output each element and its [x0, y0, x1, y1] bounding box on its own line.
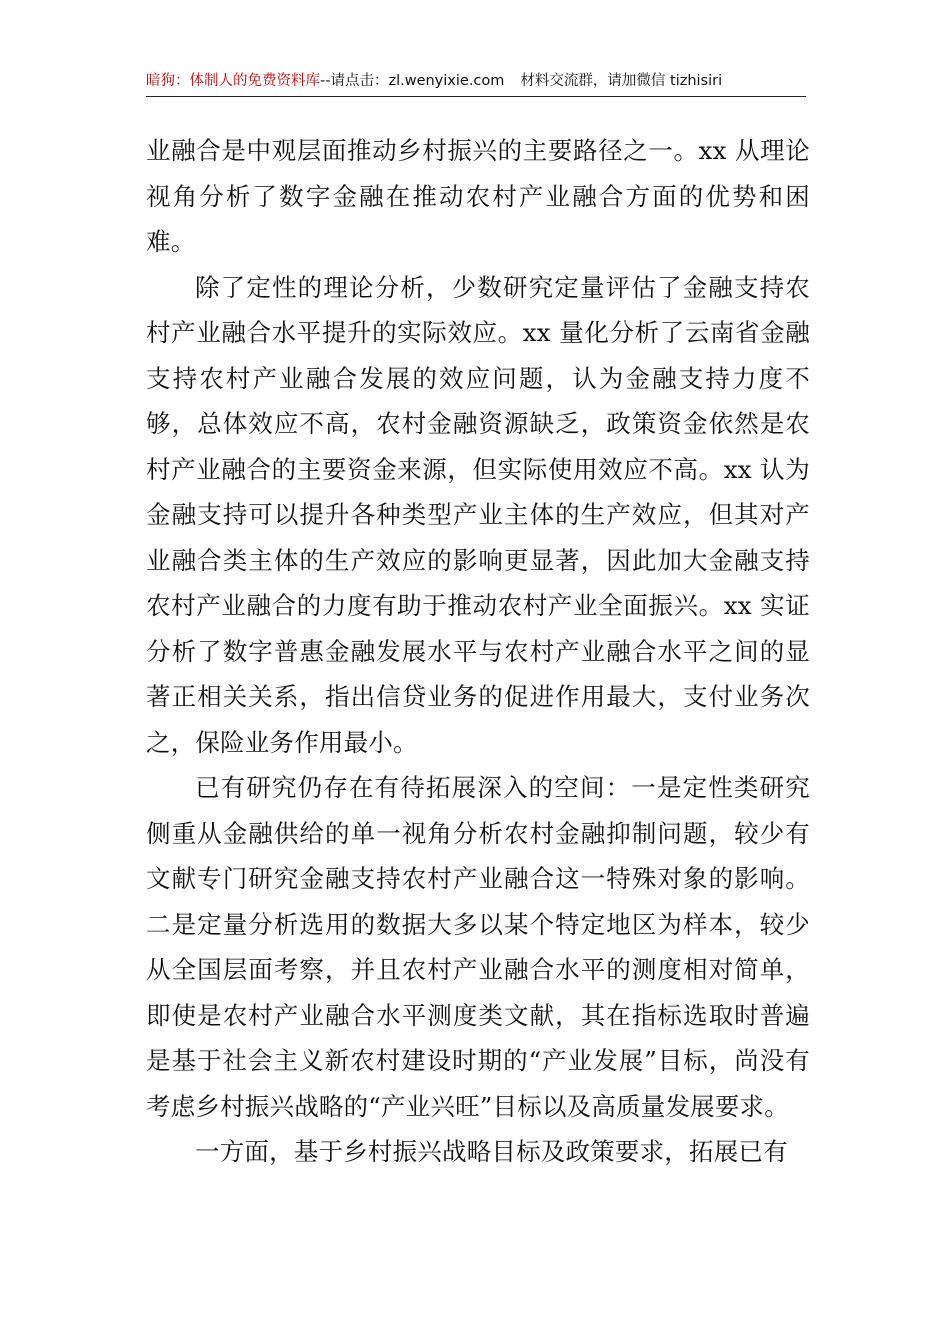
header-divider — [146, 96, 806, 97]
paragraph-3: 已有研究仍存在有待拓展深入的空间：一是定性类研究侧重从金融供给的单一视角分析农村金融抑制问题，较少有文献专门研究金融支持农村产业融合这一特殊对象的影响。二是定量分析选用的数据大多以某个特定地区为样本，较少从全国层面考察，并且农村产业融合水平的测度相对简单，即使是农村产业融合水平测度类文献，其在指标选取时普遍是基于社会主义新农村建设时期的“产业发展”目标，尚没有考虑乡村振兴战略的“产业兴旺”目标以及高质量发展要求。 — [146, 773, 810, 1121]
paragraph-2: 除了定性的理论分析，少数研究定量评估了金融支持农村产业融合水平提升的实际效应。xx 量化分析了云南省金融支持农村产业融合发展的效应问题，认为金融支持力度不够，总体效应不高，农村金融资源缺乏，政策资金依然是农村产业融合的主要资金来源，但实际使用效应不高。xx 认为金融支持可以提升各种类型产业主体的生产效应，但其对产业融合类主体的生产效应的影响更显著，因此加大金融支持农村产业融合的力度有助于推动农村产业全面振兴。xx 实证分析了数字普惠金融发展水平与农村产业融合水平之间的显著正相关关系，指出信贷业务的促进作用最大，支付业务次之，保险业务作用最小。 — [146, 272, 810, 757]
header-contact: 材料交流群，请加微信 tizhisiri — [520, 73, 723, 89]
header-link[interactable]: --请点击：zl.wenyixie.com — [320, 73, 505, 89]
page-header — [146, 70, 806, 94]
document-body — [146, 128, 810, 1175]
header-brand: 暗狗：体制人的免费资料库 — [146, 73, 320, 89]
paragraph-1: 业融合是中观层面推动乡村振兴的主要路径之一。xx 从理论视角分析了数字金融在推动农村产业融合方面的优势和困难。 — [146, 136, 810, 256]
paragraph-4: 一方面，基于乡村振兴战略目标及政策要求，拓展已有 — [195, 1137, 788, 1166]
